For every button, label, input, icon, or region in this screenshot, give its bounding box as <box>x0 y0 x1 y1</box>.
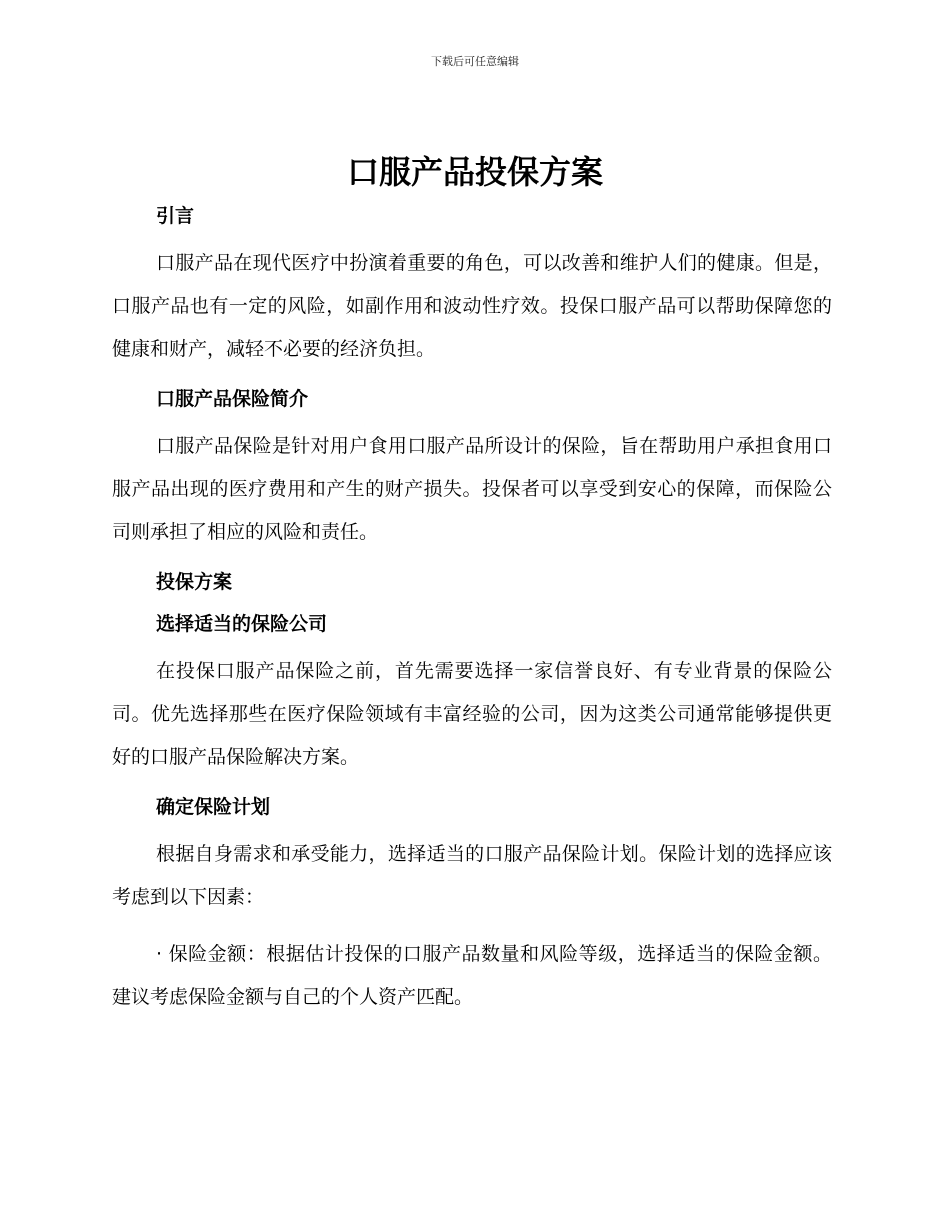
spacer <box>112 371 832 385</box>
intro-heading: 引言 <box>156 205 195 227</box>
spacer <box>112 638 832 650</box>
document-body <box>112 202 832 1019</box>
overview-paragraph: 口服产品保险是针对用户食用口服产品所设计的保险，旨在帮助用户承担食用口服产品出现的医疗费用和产生的财产损失。投保者可以享受到安心的保障，而保险公司则承担了相应的风险和责任。 <box>112 435 832 543</box>
plan-heading: 投保方案 <box>156 571 233 593</box>
spacer <box>112 413 832 425</box>
spacer <box>112 821 832 833</box>
spacer <box>112 596 832 610</box>
choose-company-paragraph: 在投保口服产品保险之前，首先需要选择一家信誉良好、有专业背景的保险公司。优先选择那些在医疗保险领域有丰富经验的公司，因为这类公司通常能够提供更好的口服产品保险解决方案。 <box>112 660 832 768</box>
choose-company-heading: 选择适当的保险公司 <box>156 613 328 635</box>
determine-plan-heading: 确定保险计划 <box>156 796 271 818</box>
determine-plan-paragraph: 根据自身需求和承受能力，选择适当的口服产品保险计划。保险计划的选择应该考虑到以下因素： <box>112 843 832 908</box>
bullet-insurance-amount: · 保险金额：根据估计投保的口服产品数量和风险等级，选择适当的保险金额。建议考虑保险金额与自己的个人资产匹配。 <box>112 943 832 1008</box>
overview-heading: 口服产品保险简介 <box>156 388 309 410</box>
spacer <box>112 554 832 568</box>
header-note: 下载后可任意编辑 <box>431 55 519 68</box>
intro-paragraph: 口服产品在现代医疗中扮演着重要的角色，可以改善和维护人们的健康。但是，口服产品也有一定的风险，如副作用和波动性疗效。投保口服产品可以帮助保障您的健康和财产，减轻不必要的经济负担。 <box>112 252 832 360</box>
spacer <box>112 230 832 242</box>
spacer <box>112 779 832 793</box>
document-title: 口服产品投保方案 <box>346 153 603 191</box>
spacer <box>112 919 832 933</box>
